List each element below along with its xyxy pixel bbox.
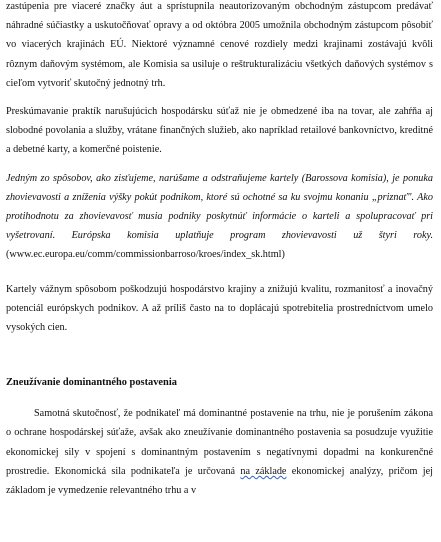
section-heading: Zneužívanie dominantného postavenia — [6, 377, 177, 389]
dominant-text-start: Samotná skutočnosť, že podnikateľ má dominantné postavenie na trhu, nie je porušením zákona o ochrane hospodárskej súťaže, avšak ako zneužívanie dominantného postavenia sa posudzuje využitie ekonomickej sily v spojení s dominantným postavením s negatívnymi dopadmi na konkurenčné prostredie. Ekonomická sila podnikateľa je určovaná — [6, 408, 433, 477]
leniency-text: Jedným zo spôsobov, ako zisťujeme, narúšame a odstraňujeme kartely (Barossova komisia), je ponuka zhovievavosti a zníženia výšky pokút podnikom, ktoré sú ochotné sa ku svojmu konaniu „priznať". Ako protihodnotu za zhovievavosť musia podniky poskytnúť informácie o karteli a spolupracovať pri vyšetrovaní. Európska komisia uplatňuje program zhovievavosti už štyri roky. — [6, 172, 433, 242]
paragraph-car-distribution: zastúpenia pre viaceré značky áut a sprístupnila neautorizovaným obchodným zástupcom predávať náhradné súčiastky a uskutočňovať opravy a od októbra 2005 umožnila obchodným zástupcom pôsobiť vo viacerých krajinách EÚ. Niektoré významné cenové rozdiely medzi krajinami zostávajú kvôli rôznym daňovým systémom, ale Komisia sa usiluje o reštrukturalizáciu všetkých daňových systémov s cieľom vytvoriť skutočný jednotný trh. — [6, 1, 433, 89]
paragraph-competition-review: Preskúmavanie praktík narušujúcich hospodársku súťaž nie je obmedzené iba na tovar, ale zahŕňa aj slobodné povolania a služby, vrátane finančných služieb, ako napríklad retailové bankovníctvo, kreditné a debetné karty, a komerčné poistenie. — [6, 106, 433, 156]
grammar-flagged-text: na základe — [240, 465, 287, 477]
paragraph-dominant-position — [6, 404, 433, 500]
paragraph-cartel-damage: Kartely vážnym spôsobom poškodzujú hospodárstvo krajiny a znižujú kvalitu, rozmanitosť a inovačný potenciál európskych podnikov. A až príliš často na to doplácajú spotrebitelia prostredníctvom umelo vysokých cien. — [6, 283, 433, 334]
dominant-text-end: ekonomickej analýzy, pričom jej základom je vymedzenie relevantného trhu a v — [6, 465, 433, 497]
paragraph-leniency-program — [6, 169, 433, 265]
commission-url: (www.ec.europa.eu/comm/commissionbarroso/kroes/index_sk.html) — [6, 249, 285, 261]
